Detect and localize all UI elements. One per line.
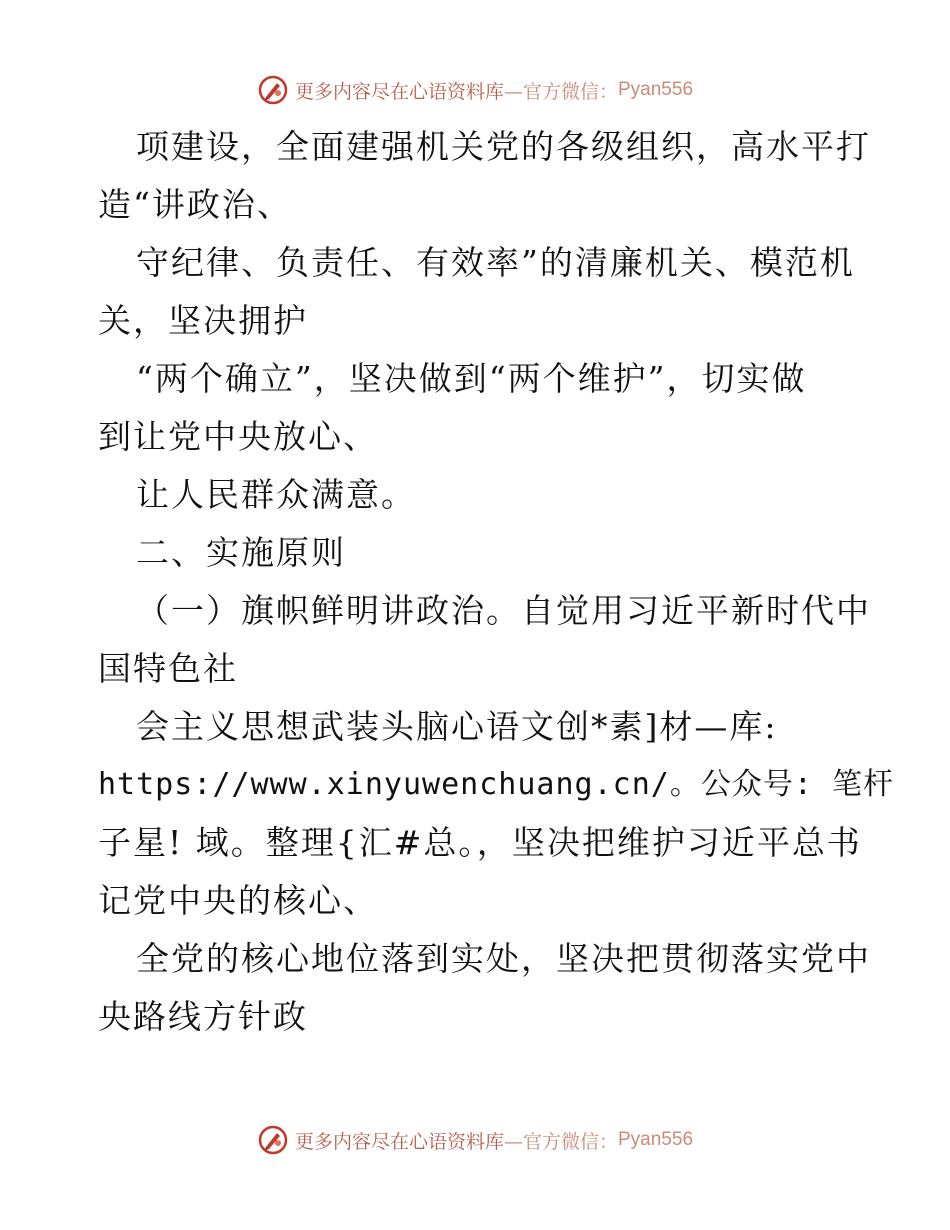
body-line: 关，坚决拥护 (98, 301, 308, 340)
section-heading: 二、实施原则 (136, 533, 346, 572)
body-line-url: https://www.xinyuwenchuang.cn/。公众号: 笔杆 (98, 767, 894, 802)
banner-main-text: 更多内容尽在心语资料库 (294, 1130, 504, 1153)
banner-tail-text: —官方微信： (503, 80, 618, 103)
pen-circle-logo-icon (257, 74, 289, 106)
pen-circle-logo-icon (257, 1124, 289, 1156)
banner-wechat-id: Pyan556 (618, 1129, 694, 1150)
body-line: 会主义思想武装头脑心语文创*素]材—库: (136, 707, 778, 746)
body-line: 项建设，全面建强机关党的各级组织，高水平打 (136, 127, 871, 166)
body-line: 守纪律、负责任、有效率”的清廉机关、模范机 (136, 243, 855, 282)
body-line: 央路线方针政 (98, 997, 308, 1036)
body-line: 到让党中央放心、 (98, 417, 378, 456)
header-watermark-banner (0, 70, 950, 110)
document-body (98, 118, 894, 1046)
body-line: “两个确立”，坚决做到“两个维护”，切实做 (136, 359, 807, 398)
body-line: 全党的核心地位落到实处，坚决把贯彻落实党中 (136, 939, 871, 978)
body-line: 造“讲政治、 (98, 185, 292, 224)
body-line: 国特色社 (98, 649, 238, 688)
body-line: 让人民群众满意。 (136, 475, 416, 514)
banner-wechat-id: Pyan556 (618, 79, 694, 100)
body-line: 记党中央的核心、 (98, 881, 378, 920)
body-line: 子星! 域。整理{汇#总。，坚决把维护习近平总书 (98, 823, 862, 862)
footer-watermark-banner (0, 1120, 950, 1160)
banner-tail-text: —官方微信： (503, 1130, 618, 1153)
banner-main-text: 更多内容尽在心语资料库 (294, 80, 504, 103)
body-line: （一）旗帜鲜明讲政治。自觉用习近平新时代中 (136, 591, 871, 630)
